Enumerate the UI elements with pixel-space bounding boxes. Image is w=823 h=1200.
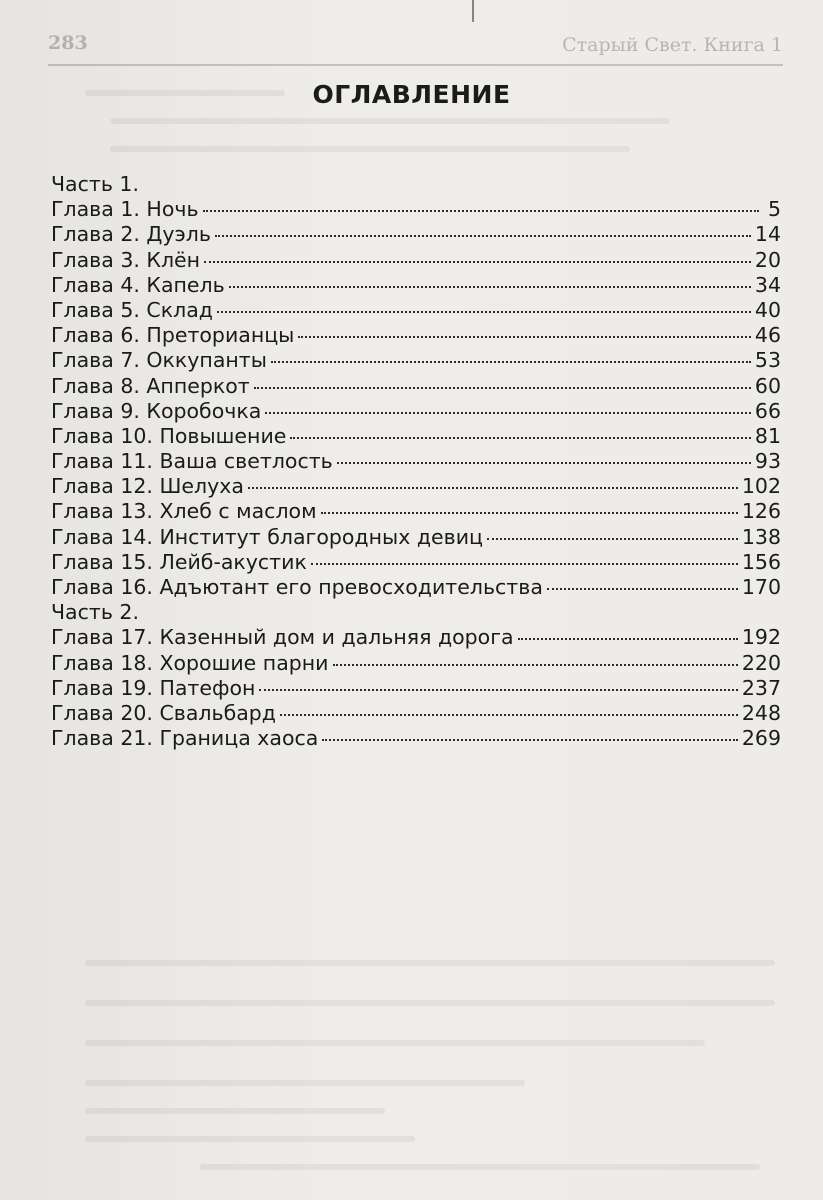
toc-entry: [51, 651, 781, 676]
toc-entry: [51, 726, 781, 751]
toc-entry: [51, 676, 781, 701]
chapter-title: Глава 21. Граница хаоса: [51, 726, 319, 751]
chapter-title: Глава 6. Преторианцы: [51, 323, 295, 348]
toc-entry: [51, 298, 781, 323]
mirrored-book-title: Старый Свет. Книга 1: [562, 34, 783, 56]
chapter-page-number: 81: [754, 423, 781, 448]
dot-leader: [547, 588, 738, 590]
dot-leader: [280, 714, 738, 716]
chapter-page-number: 46: [754, 323, 781, 348]
dot-leader: [321, 512, 738, 514]
chapter-page-number: 102: [741, 474, 781, 499]
chapter-title: Глава 10. Повышение: [51, 423, 287, 448]
toc-entry: [51, 323, 781, 348]
chapter-title: Глава 15. Лейб-акустик: [51, 549, 307, 574]
dot-leader: [311, 563, 738, 565]
chapter-page-number: 237: [741, 675, 781, 700]
toc-entry: [51, 197, 781, 222]
chapter-title: Глава 11. Ваша светлость: [51, 449, 333, 474]
chapter-title: Глава 4. Капель: [51, 272, 225, 297]
mirrored-page-number: 283: [48, 32, 88, 54]
chapter-page-number: 34: [754, 272, 781, 297]
header-rule: [48, 64, 783, 66]
toc-entry: [51, 474, 781, 499]
dot-leader: [333, 664, 738, 666]
toc-part-heading: [51, 600, 781, 625]
page-title: ОГЛАВЛЕНИЕ: [312, 80, 511, 109]
toc-entry: [51, 449, 781, 474]
chapter-title: Глава 19. Патефон: [51, 675, 256, 700]
chapter-title: Глава 18. Хорошие парни: [51, 650, 329, 675]
chapter-page-number: 14: [754, 222, 781, 247]
toc-entry: [51, 399, 781, 424]
chapter-title: Глава 5. Склад: [51, 297, 213, 322]
chapter-page-number: 248: [741, 700, 781, 725]
chapter-title: Глава 3. Клён: [51, 247, 201, 272]
paper-mark: [472, 0, 474, 22]
chapter-title: Глава 8. Апперкот: [51, 373, 250, 398]
toc-part-heading: [51, 172, 781, 197]
chapter-page-number: 126: [741, 499, 781, 524]
dot-leader: [248, 487, 738, 489]
dot-leader: [322, 739, 738, 741]
dot-leader: [298, 336, 751, 338]
dot-leader: [229, 286, 751, 288]
chapter-page-number: 60: [754, 373, 781, 398]
chapter-page-number: 5: [767, 197, 781, 222]
chapter-title: Глава 12. Шелуха: [51, 474, 244, 499]
toc-entry: [51, 701, 781, 726]
toc-entry: [51, 222, 781, 247]
toc-entry: [51, 625, 781, 650]
chapter-page-number: 192: [741, 625, 781, 650]
dot-leader: [337, 462, 751, 464]
toc-entry: [51, 273, 781, 298]
chapter-page-number: 269: [741, 726, 781, 751]
toc-entry: [51, 550, 781, 575]
chapter-page-number: 40: [754, 297, 781, 322]
part-label: Часть 2.: [51, 600, 139, 625]
chapter-title: Глава 7. Оккупанты: [51, 348, 267, 373]
dot-leader: [271, 361, 751, 363]
chapter-page-number: 220: [741, 650, 781, 675]
dot-leader: [217, 311, 751, 313]
toc-entry: [51, 575, 781, 600]
toc-entry: [51, 248, 781, 273]
chapter-page-number: 138: [741, 524, 781, 549]
dot-leader: [254, 387, 751, 389]
chapter-page-number: 93: [754, 449, 781, 474]
running-head: [48, 24, 783, 60]
part-label: Часть 1.: [51, 172, 139, 196]
dot-leader: [487, 538, 738, 540]
chapter-title: Глава 16. Адъютант его превосходительства: [51, 575, 543, 599]
chapter-title: Глава 13. Хлеб с маслом: [51, 499, 317, 524]
dot-leader: [290, 437, 751, 439]
chapter-title: Глава 17. Казенный дом и дальняя дорога: [51, 625, 514, 650]
chapter-title: Глава 1. Ночь: [51, 197, 199, 222]
toc-entry: [51, 424, 781, 449]
chapter-title: Глава 2. Дуэль: [51, 222, 211, 247]
chapter-page-number: 156: [741, 549, 781, 574]
chapter-title: Глава 20. Свальбард: [51, 700, 276, 725]
chapter-page-number: 170: [741, 575, 781, 599]
chapter-page-number: 53: [754, 348, 781, 373]
dot-leader: [265, 412, 751, 414]
dot-leader: [259, 689, 737, 691]
toc-entry: [51, 499, 781, 524]
table-of-contents: [51, 172, 781, 751]
chapter-title: Глава 14. Институт благородных девиц: [51, 524, 483, 549]
toc-entry: [51, 525, 781, 550]
dot-leader: [215, 235, 751, 237]
chapter-title: Глава 9. Коробочка: [51, 398, 262, 423]
chapter-page-number: 66: [754, 398, 781, 423]
toc-entry: [51, 348, 781, 373]
dot-leader: [203, 210, 759, 212]
dot-leader: [518, 638, 738, 640]
chapter-page-number: 20: [754, 247, 781, 272]
dot-leader: [204, 261, 751, 263]
toc-entry: [51, 374, 781, 399]
